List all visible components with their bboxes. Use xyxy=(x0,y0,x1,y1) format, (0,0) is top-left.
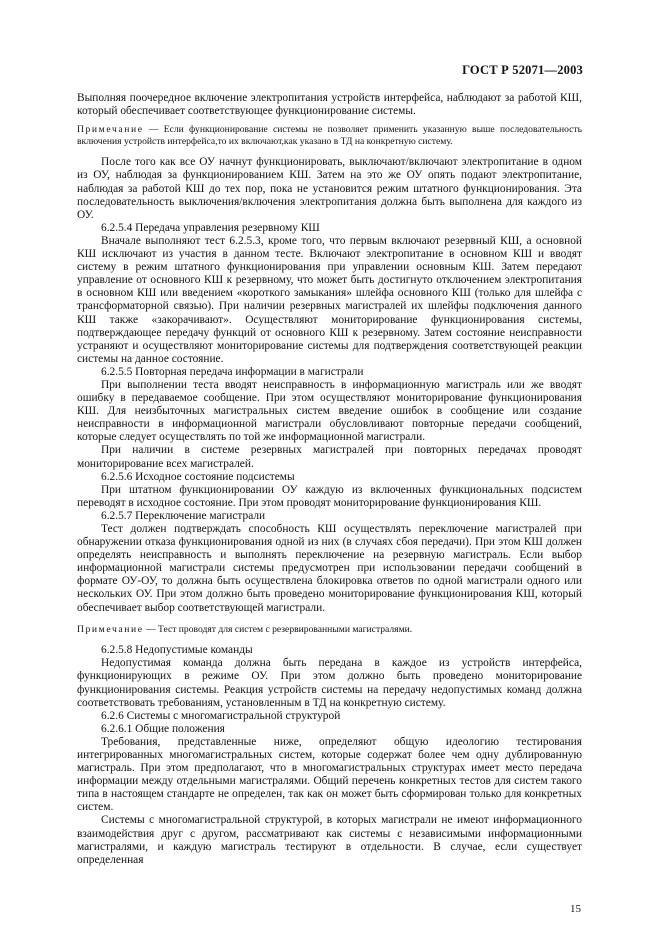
paragraph: Требования, представленные ниже, определяют общую идеологию тестирования интегрированных многомагистральных систем, которые содержат более чем одну дублированную магистраль. При этом предполагают, что в многомагистральных структурах имеет место передача информации между отдельными магистралями. Общий перечень конкретных тестов для систем такого типа в настоящем стандарте не определен, так как он может быть сформирован только для конкретных систем. xyxy=(77,735,582,814)
paragraph: Тест должен подтверждать способность КШ осуществлять переключение магистралей при обнаружении отказа функционирования одной из них (в случаях сбоя передачи). При этом КШ должен определять неисправность и выполнять переключение на резервную магистраль. Если выбор информационной магистрали системы предусмотрен при использовании передачи сообщений в формате ОУ-ОУ, то должна быть осуществлена блокировка ответов по одной магистрали одного или нескольких ОУ. При этом должно быть проведено мониторирование функционирования КШ, который обеспечивает выбор соответствующей магистрали. xyxy=(77,523,582,614)
paragraph: Вначале выполняют тест 6.2.5.3, кроме того, что первым включают резервный КШ, а основной КШ исключают из участия в данном тесте. Включают электропитание в основном КШ и вводят систему в режим штатного функционирования при управлении основным КШ. Затем передают управление от основного КШ к резервному, что может быть достигнуто отключением электропитания в основном КШ или введением «короткого замыкания» шлейфа основного КШ (только для шлейфа с трансформаторной связью). При наличии резервных магистралей их шлейфы подключения данного КШ также «закорачивают». Осуществляют мониторирование функционирования системы, подтверждающее передачу функций от основного КШ к резервному. Затем состояние неисправности устраняют и осуществляют мониторирование системы для подтверждения соответствующей реакции системы на данное состояние. xyxy=(77,234,582,365)
paragraph: Системы с многомагистральной структурой, в которых магистрали не имеют информационного взаимодействия друг с другом, рассматривают как системы с независимыми информационными магистралями, и каждую магистраль тестируют в отдельности. В случае, если существует определенная xyxy=(77,814,582,866)
section-heading: 6.2.5.6 Исходное состояние подсистемы xyxy=(101,470,295,483)
document-body xyxy=(77,92,582,867)
note-text: — Тест проводят для систем с резервированными магистралями. xyxy=(143,623,413,635)
paragraph: При штатном функционировании ОУ каждую из включенных функциональных подсистем переводят в исходное состояние. При этом проводят мониторирование функционирования КШ. xyxy=(77,483,582,509)
paragraph: При выполнении теста вводят неисправность в информационную магистраль или же вводят ошибку в передаваемое сообщение. При этом осуществляют мониторирование функционирования КШ. Для неизбыточных магистральных систем введение ошибок в сообщение или создание неисправности в информационной магистрали обусловливают повторные передачи сообщений, которые следует осуществлять по той же информационной магистрали. xyxy=(77,378,582,444)
section-heading: 6.2.5.5 Повторная передача информации в магистрали xyxy=(101,365,364,378)
section-heading: 6.2.5.4 Передача управления резервному КШ xyxy=(101,221,320,234)
section-heading: 6.2.5.8 Недопустимые команды xyxy=(101,644,253,657)
note xyxy=(77,624,582,636)
standard-header: ГОСТ Р 52071—2003 xyxy=(462,63,583,77)
paragraph: При наличии в системе резервных магистралей при повторных передачах проводят мониторирование всех магистралей. xyxy=(77,444,582,470)
note-label: Примечание xyxy=(77,623,144,635)
section-heading: 6.2.5.7 Переключение магистрали xyxy=(101,509,266,522)
note-text: — Если функционирование системы не позволяет применить указанную выше последовательность включения устройств интерфейса,то их включают,как указано в ТД на конкретную систему. xyxy=(77,124,582,147)
note xyxy=(77,124,582,147)
paragraph: Выполняя поочередное включение электропитания устройств интерфейса, наблюдают за работой КШ, который обеспечивает соответствующее функционирование системы. xyxy=(77,92,582,118)
paragraph: После того как все ОУ начнут функционировать, выключают/включают электропитание в одном из ОУ, наблюдая за функционированием КШ. Затем на это же ОУ опять подают электропитание, наблюдая за работой КШ до тех пор, пока не установится режим штатного функционирования. Эта последовательность выключения/включения электропитания должна быть выполнена для каждого из ОУ. xyxy=(77,156,582,221)
paragraph: Недопустимая команда должна быть передана в каждое из устройств интерфейса, функционирующих в режиме ОУ. При этом должно быть проведено мониторирование функционирования системы. Реакция устройств системы на передачу недопустимых команд должна соответствовать требованиям, установленным в ТД на конкретную систему. xyxy=(77,657,582,709)
section-heading: 6.2.6 Системы с многомагистральной структурой xyxy=(101,709,341,722)
note-label: Примечание xyxy=(77,124,144,136)
section-heading: 6.2.6.1 Общие положения xyxy=(101,722,225,735)
page-number: 15 xyxy=(570,903,581,915)
